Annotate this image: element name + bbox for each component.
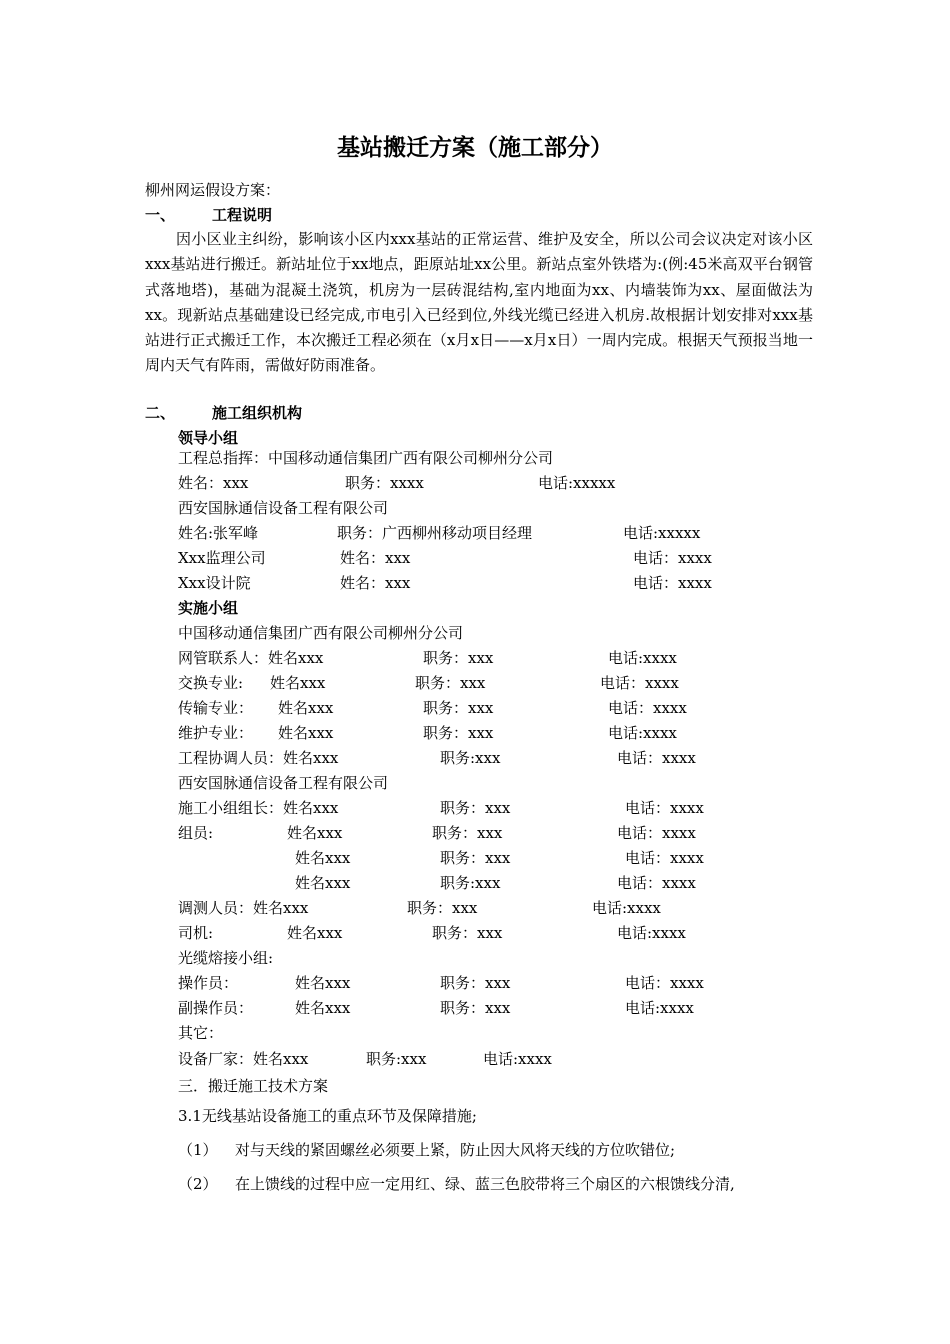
impl-row-1-phone: 电话:xxxx bbox=[608, 649, 677, 667]
impl-row-13-name: 姓名xxx bbox=[295, 999, 351, 1017]
leader-commander: 工程总指挥：中国移动通信集团广西有限公司柳州分公司 bbox=[178, 449, 554, 467]
leader-row-1 bbox=[0, 473, 950, 493]
impl-row-11-phone: 电话:xxxx bbox=[617, 924, 686, 942]
impl-row-11-title: 职务：xxx bbox=[432, 924, 503, 942]
impl-row-3-title: 职务：xxx bbox=[423, 699, 494, 717]
intro-line: 柳州网运假设方案： bbox=[145, 181, 281, 199]
impl-row-8-title: 职务：xxx bbox=[440, 849, 511, 867]
impl-row-14-name: 设备厂家：姓名xxx bbox=[178, 1050, 309, 1068]
impl-row-9-name: 姓名xxx bbox=[295, 874, 351, 892]
section2-heading: 施工组织机构 bbox=[212, 404, 303, 422]
impl-row-9 bbox=[0, 873, 950, 893]
leader-row-3-org: Xxx监理公司 bbox=[178, 549, 266, 567]
section3-item-2 bbox=[0, 1174, 950, 1194]
leader-row-3-phone: 电话：xxxx bbox=[633, 549, 712, 567]
impl-company-1: 中国移动通信集团广西有限公司柳州分公司 bbox=[178, 624, 464, 642]
impl-row-10-title: 职务：xxx bbox=[407, 899, 478, 917]
impl-row-6 bbox=[0, 798, 950, 818]
impl-row-12-name: 姓名xxx bbox=[295, 974, 351, 992]
impl-row-12-phone: 电话：xxxx bbox=[625, 974, 704, 992]
leader-row-2-phone: 电话:xxxxx bbox=[623, 524, 701, 542]
leader-row-3 bbox=[0, 548, 950, 568]
impl-row-14-phone: 电话:xxxx bbox=[483, 1050, 552, 1068]
impl-row-7-title: 职务：xxx bbox=[432, 824, 503, 842]
impl-row-2-title: 职务：xxx bbox=[415, 674, 486, 692]
impl-row-12-title: 职务：xxx bbox=[440, 974, 511, 992]
section1-body: 因小区业主纠纷，影响该小区内xxx基站的正常运营、维护及安全，所以公司会议决定对该小区xxx基站进行搬迁。新站址位于xx地点，距原站址xx公里。新站点室外铁塔为:(例:45米高双平台钢管式落地塔)，基础为混凝土浇筑，机房为一层砖混结构,室内地面为xx、内墙装饰为xx、屋面做法为xx。现新站点基础建设已经完成,市电引入已经到位,外线光缆已经进入机房.故根据计划安排对xxx基站进行正式搬迁工作，本次搬迁工程必须在（x月x日——x月x日）一周内完成。根据天气预报当地一周内天气有阵雨，需做好防雨准备。 bbox=[145, 230, 813, 375]
section1-heading: 工程说明 bbox=[212, 206, 273, 224]
leader-row-3-name: 姓名：xxx bbox=[340, 549, 411, 567]
fiber-group-heading: 光缆熔接小组: bbox=[178, 949, 274, 967]
document-title: 基站搬迁方案（施工部分） bbox=[337, 134, 613, 161]
other-heading: 其它： bbox=[178, 1024, 224, 1042]
leader-row-1-title: 职务：xxxx bbox=[345, 474, 424, 492]
impl-row-11 bbox=[0, 923, 950, 943]
leader-row-2-title: 职务：广西柳州移动项目经理 bbox=[337, 524, 533, 542]
section3-subheading: 3.1无线基站设备施工的重点环节及保障措施; bbox=[178, 1107, 477, 1125]
impl-row-5 bbox=[0, 748, 950, 768]
impl-row-11-role: 司机: bbox=[178, 924, 214, 942]
section3-item-2-number: （2） bbox=[178, 1175, 218, 1193]
leader-row-2-name: 姓名:张军峰 bbox=[178, 524, 259, 542]
leader-row-4-phone: 电话：xxxx bbox=[633, 574, 712, 592]
impl-row-3-role: 传输专业： bbox=[178, 699, 254, 717]
impl-row-10-name: 调测人员：姓名xxx bbox=[178, 899, 309, 917]
impl-row-12 bbox=[0, 973, 950, 993]
impl-row-2-name: 姓名xxx bbox=[270, 674, 326, 692]
impl-group-heading: 实施小组 bbox=[178, 599, 239, 617]
impl-row-6-name: 施工小组组长：姓名xxx bbox=[178, 799, 339, 817]
impl-row-12-role: 操作员： bbox=[178, 974, 239, 992]
impl-row-3-name: 姓名xxx bbox=[278, 699, 334, 717]
impl-row-4-title: 职务：xxx bbox=[423, 724, 494, 742]
impl-row-13 bbox=[0, 998, 950, 1018]
impl-row-2-phone: 电话：xxxx bbox=[600, 674, 679, 692]
impl-row-13-role: 副操作员： bbox=[178, 999, 254, 1017]
section3-item-1 bbox=[0, 1140, 950, 1160]
section3-heading: 三．搬迁施工技术方案 bbox=[178, 1077, 329, 1095]
section3-item-2-text: 在上馈线的过程中应一定用红、绿、蓝三色胶带将三个扇区的六根馈线分清, bbox=[235, 1175, 735, 1193]
impl-row-4-name: 姓名xxx bbox=[278, 724, 334, 742]
impl-row-1 bbox=[0, 648, 950, 668]
leader-row-1-phone: 电话:xxxxx bbox=[538, 474, 616, 492]
leader-row-4-name: 姓名：xxx bbox=[340, 574, 411, 592]
leader-row-4-org: Xxx设计院 bbox=[178, 574, 251, 592]
impl-row-6-phone: 电话：xxxx bbox=[625, 799, 704, 817]
impl-row-7-role: 组员: bbox=[178, 824, 214, 842]
impl-row-3 bbox=[0, 698, 950, 718]
leader-group-heading: 领导小组 bbox=[178, 429, 239, 447]
impl-row-14 bbox=[0, 1049, 950, 1069]
impl-row-4-phone: 电话:xxxx bbox=[608, 724, 677, 742]
impl-row-7-name: 姓名xxx bbox=[287, 824, 343, 842]
impl-row-6-title: 职务：xxx bbox=[440, 799, 511, 817]
impl-row-9-phone: 电话：xxxx bbox=[617, 874, 696, 892]
impl-row-9-title: 职务:xxx bbox=[440, 874, 501, 892]
leader-row-4 bbox=[0, 573, 950, 593]
impl-row-1-title: 职务：xxx bbox=[423, 649, 494, 667]
impl-row-7 bbox=[0, 823, 950, 843]
impl-row-3-phone: 电话：xxxx bbox=[608, 699, 687, 717]
section3-item-1-text: 对与天线的紧固螺丝必须要上紧，防止因大风将天线的方位吹错位; bbox=[235, 1141, 676, 1159]
impl-row-2-role: 交换专业: bbox=[178, 674, 244, 692]
impl-row-5-name: 工程协调人员：姓名xxx bbox=[178, 749, 339, 767]
section2-number: 二、 bbox=[145, 404, 176, 422]
impl-row-4 bbox=[0, 723, 950, 743]
section1-number: 一、 bbox=[145, 206, 176, 224]
section3-item-1-number: （1） bbox=[178, 1141, 218, 1159]
impl-row-8-name: 姓名xxx bbox=[295, 849, 351, 867]
impl-row-1-name: 网管联系人：姓名xxx bbox=[178, 649, 324, 667]
impl-row-4-role: 维护专业： bbox=[178, 724, 254, 742]
impl-row-7-phone: 电话：xxxx bbox=[617, 824, 696, 842]
impl-row-5-title: 职务:xxx bbox=[440, 749, 501, 767]
impl-row-8 bbox=[0, 848, 950, 868]
impl-row-13-phone: 电话:xxxx bbox=[625, 999, 694, 1017]
impl-row-5-phone: 电话：xxxx bbox=[617, 749, 696, 767]
impl-row-10 bbox=[0, 898, 950, 918]
leader-row-1-name: 姓名：xxx bbox=[178, 474, 249, 492]
leader-row-2 bbox=[0, 523, 950, 543]
impl-row-2 bbox=[0, 673, 950, 693]
impl-row-8-phone: 电话：xxxx bbox=[625, 849, 704, 867]
impl-row-13-title: 职务：xxx bbox=[440, 999, 511, 1017]
impl-row-11-name: 姓名xxx bbox=[287, 924, 343, 942]
impl-company-2: 西安国脉通信设备工程有限公司 bbox=[178, 774, 389, 792]
leader-company: 西安国脉通信设备工程有限公司 bbox=[178, 499, 389, 517]
impl-row-10-phone: 电话:xxxx bbox=[592, 899, 661, 917]
impl-row-14-title: 职务:xxx bbox=[366, 1050, 427, 1068]
